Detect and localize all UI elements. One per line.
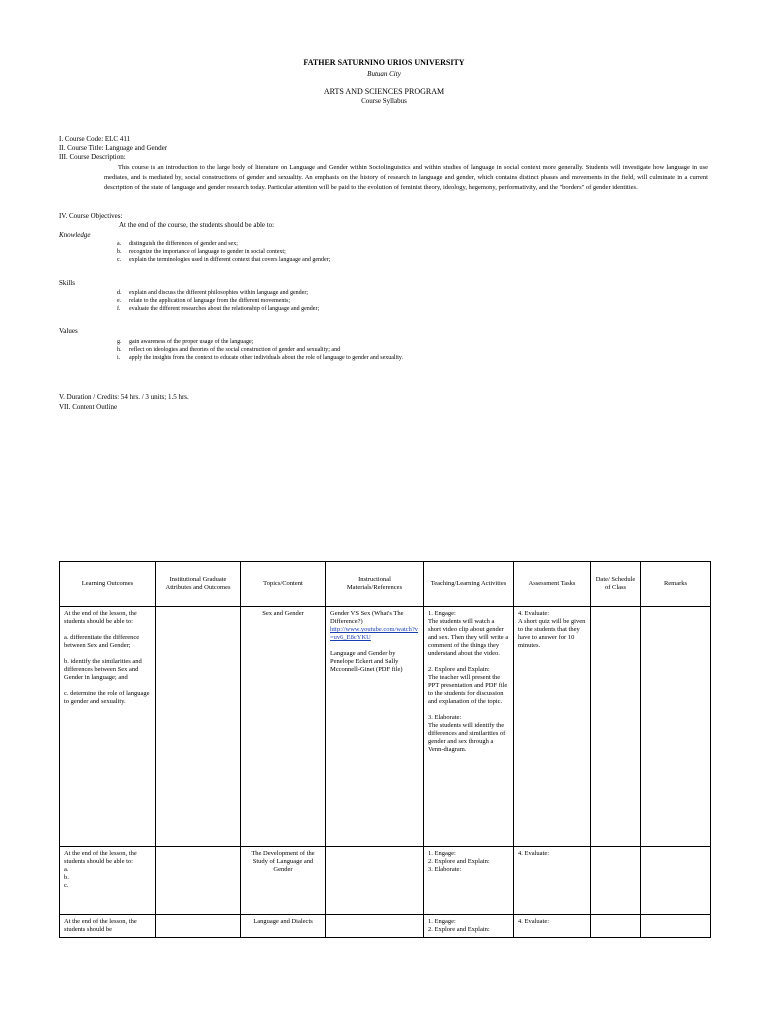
table-row [60, 915, 711, 938]
values-objectives [117, 338, 403, 362]
outcomes-cell: At the end of the lesson, the students should be [60, 915, 156, 938]
date-cell [591, 847, 641, 915]
remarks-cell [641, 607, 711, 847]
topic-cell: Language and Dialects [241, 915, 326, 938]
course-objectives-heading: IV. Course Objectives: [59, 212, 123, 220]
assessment-cell: 4. Evaluate: [514, 915, 591, 938]
header-materials: Instructional Materials/References [326, 562, 424, 607]
values-label: Values [59, 327, 78, 335]
program-name: ARTS AND SCIENCES PROGRAM [323, 87, 445, 96]
objective-item: f. evaluate the different researches about the relationship of language and gender; [117, 306, 320, 312]
objective-item: c. explain the terminologies used in different context that covers language and gender; [117, 257, 331, 263]
header-topics: Topics/Content [241, 562, 326, 607]
header-assessment: Assessment Tasks [514, 562, 591, 607]
activities-cell: 1. Engage: 2. Explore and Explain: [424, 915, 514, 938]
skills-label: Skills [59, 279, 75, 287]
activities-cell: 1. Engage: The students will watch a short video clip about gender and sex. Then they will write a comment of the things they understand about the video. 2. Explore and Explain: The teacher will present the PPT presentation and PDF file to the students for discussion and explanation of the topic. 3. Elaborate: The students will identify the differences and similarities of gender and sex through a Venn-diagram. [424, 607, 514, 847]
material-book: Language and Gender by Penelope Eckert and Sally Mcconnell-Ginet (PDF file) [330, 650, 403, 673]
materials-cell [326, 607, 424, 847]
objective-item: b. recognize the importance of language to gender in social context; [117, 249, 286, 255]
table-row [60, 607, 711, 847]
university-name: FATHER SATURNINO URIOS UNIVERSITY [303, 58, 465, 67]
objective-item: g. gain awareness of the proper usage of the language; [117, 339, 254, 345]
topic-cell: Sex and Gender [241, 607, 326, 847]
material-title: Gender VS Sex (What's The Difference?) [330, 610, 404, 625]
objective-item: d. explain and discuss the different philosophies within language and gender; [117, 290, 309, 296]
assessment-cell: 4. Evaluate: [514, 847, 591, 915]
knowledge-label: Knowledge [59, 231, 91, 239]
header-learning-outcomes: Learning Outcomes [60, 562, 156, 607]
date-cell [591, 607, 641, 847]
assessment-cell: 4. Evaluate: A short quiz will be given to the students that they have to answer for 10 minutes. [514, 607, 591, 847]
knowledge-objectives [117, 240, 330, 264]
outcomes-cell: At the end of the lesson, the students should be able to: a. differentiate the difference between Sex and Gender; b. identify the similarities and differences between Sex and Gender in language; and c. determine the role of language to gender and sexuality. [60, 607, 156, 847]
objective-item: i. apply the insights from the context to educate other individuals about the role of language to gender and sexuality. [117, 355, 404, 361]
attributes-cell [156, 915, 241, 938]
course-description: This course is an introduction to the large body of literature on Language and Gender within Sociolinguistics and within studies of language in social context more generally. Students will investigate how language in use mediates, and is mediated by, social constructions of gender and sexuality. An emphasis on the history of research in language and gender, which contains distinct phases and movements in the field, will culminate in a current description of the state of language and gender research today. Particular attention will be paid to the evolution of feminist theory, ideology, hegemony, performativity, and the "borders" of gender identities. [104, 164, 708, 191]
materials-cell [326, 915, 424, 938]
course-title: II. Course Title: Language and Gender [59, 144, 168, 152]
table-row [60, 847, 711, 915]
city-name: Butuan City [367, 70, 401, 78]
objective-item: h. reflect on ideologies and theories of the social construction of gender and sexuality; and [117, 347, 341, 353]
video-link[interactable]: http://www.youtube.com/watch?v=uv6_E8cYKU [330, 626, 419, 641]
outcomes-cell: At the end of the lesson, the students should be able to: a. b. c. [60, 847, 156, 915]
header-schedule: Date/ Schedule of Class [591, 562, 641, 607]
content-outline-heading: VII. Content Outline [59, 403, 118, 411]
header-graduate-attributes: Institutional Graduate Attributes and Outcomes [156, 562, 241, 607]
skills-objectives [117, 289, 319, 313]
materials-cell [326, 847, 424, 915]
remarks-cell [641, 915, 711, 938]
content-outline-table [59, 561, 711, 938]
attributes-cell [156, 607, 241, 847]
course-code: I. Course Code: ELC 411 [59, 135, 131, 143]
objective-item: e. relate to the application of language from the different movements; [117, 298, 290, 304]
activities-cell: 1. Engage: 2. Explore and Explain: 3. Elaborate: [424, 847, 514, 915]
remarks-cell [641, 847, 711, 915]
topic-cell: The Development of the Study of Language and Gender [241, 847, 326, 915]
header-activities: Teaching/Learning Activities [424, 562, 514, 607]
attributes-cell [156, 847, 241, 915]
duration-credits: V. Duration / Credits: 54 hrs. / 3 units; 1.5 hrs. [59, 393, 189, 401]
objectives-intro: At the end of the course, the students should be able to: [119, 221, 275, 229]
objective-item: a. distinguish the differences of gender and sex; [117, 241, 238, 247]
table-header-row [60, 562, 711, 607]
course-description-heading: III. Course Description: [59, 153, 126, 161]
date-cell [591, 915, 641, 938]
document-type: Course Syllabus [361, 97, 407, 105]
header-remarks: Remarks [641, 562, 711, 607]
